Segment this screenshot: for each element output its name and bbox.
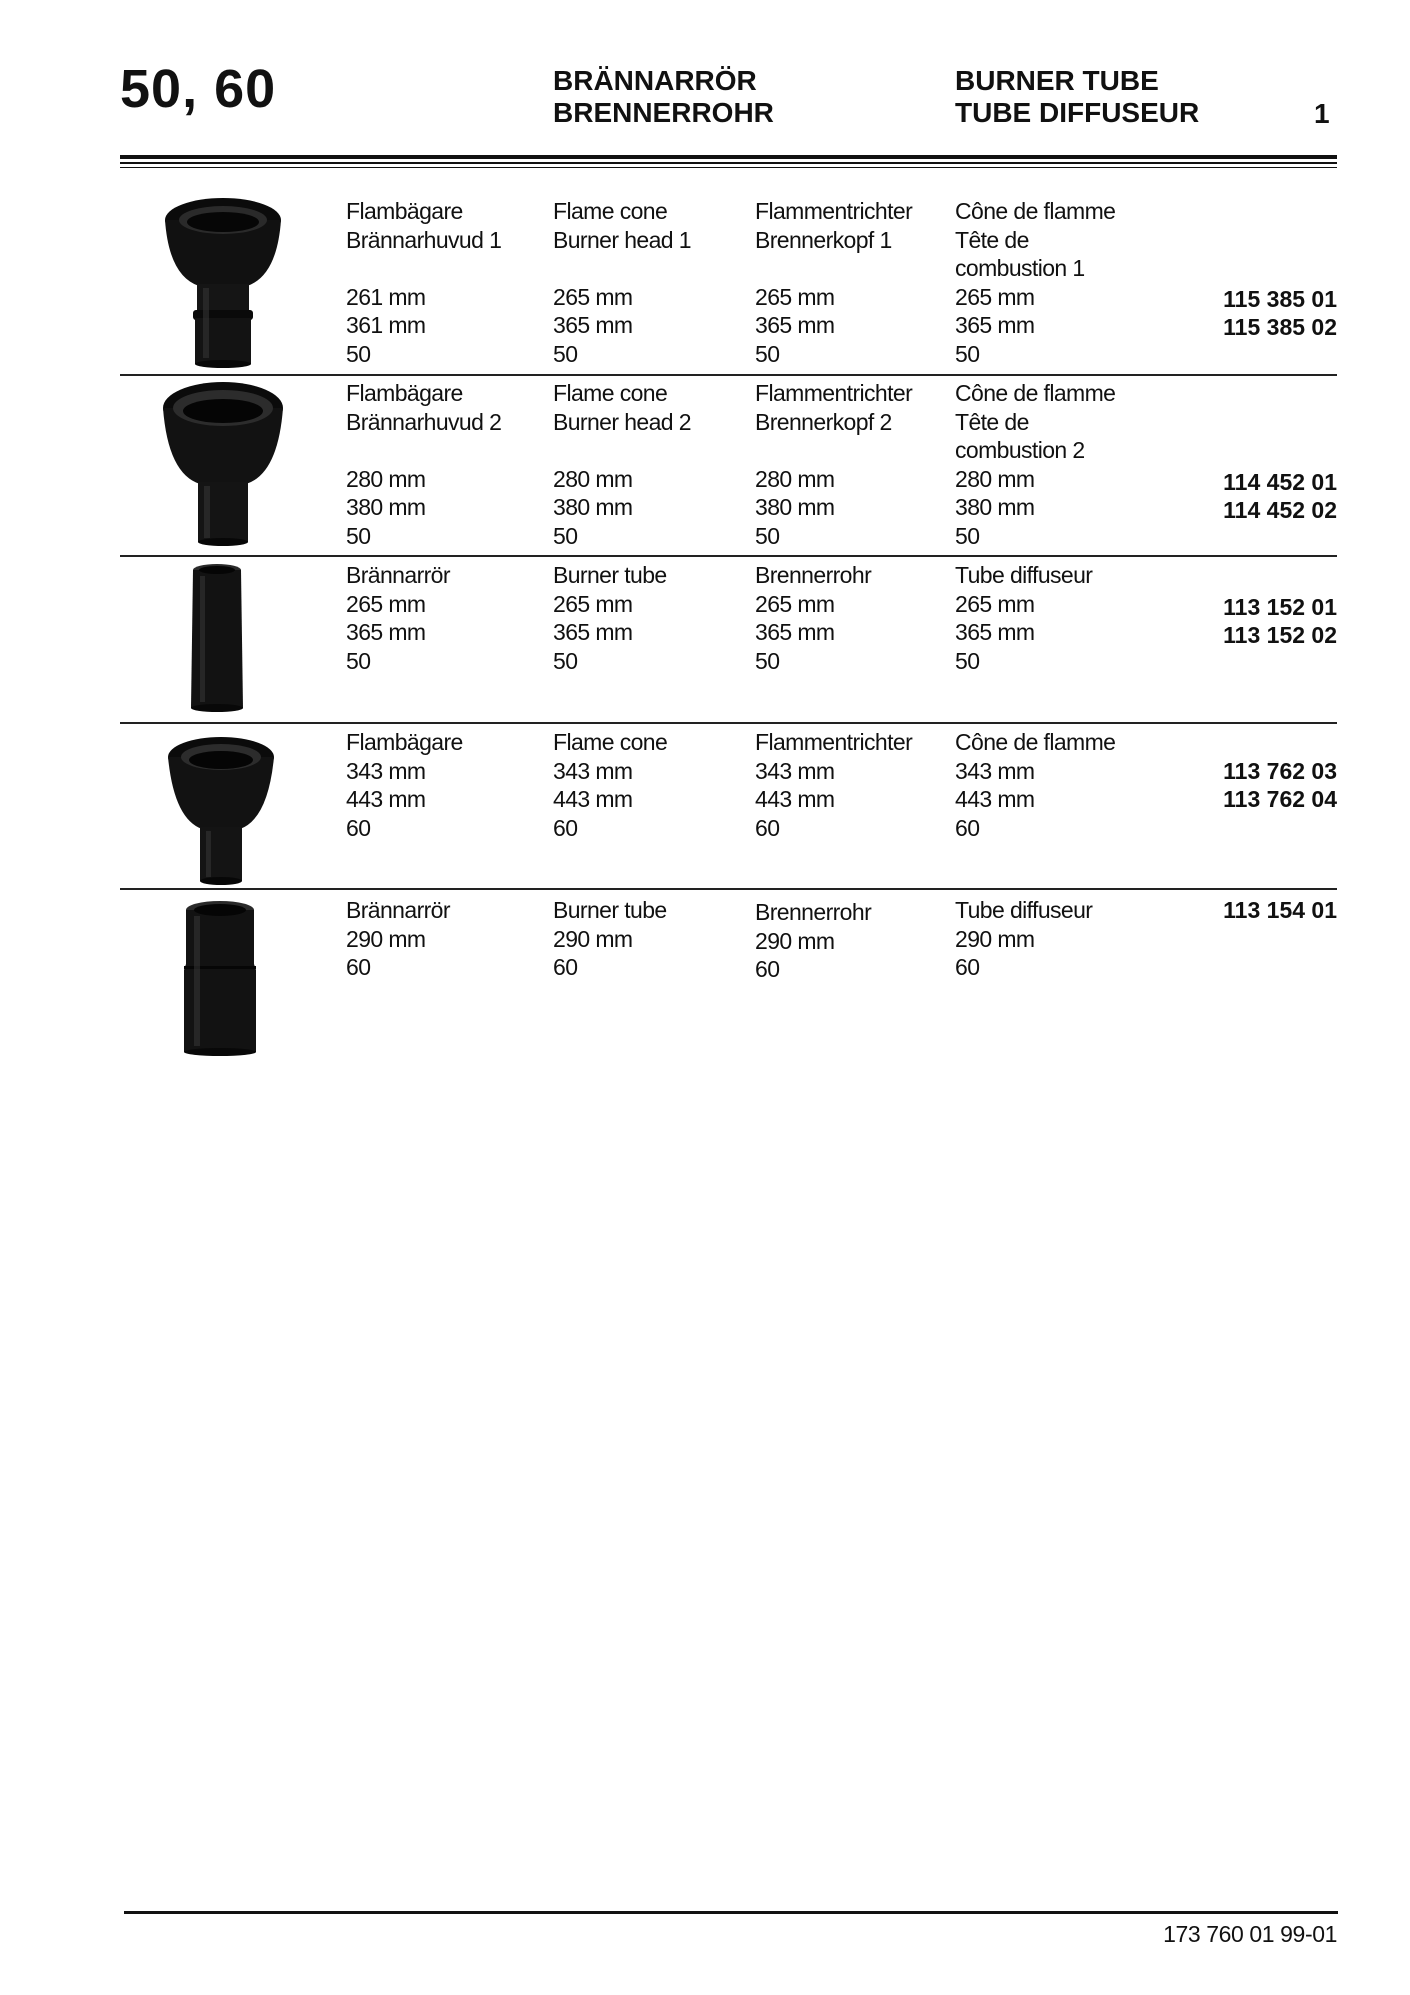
burner-tube-part-image — [180, 900, 260, 1061]
part-number-113-762-03: 113 762 03 — [1223, 758, 1337, 784]
document-number: 173 760 01 99-01 — [1163, 1921, 1337, 1947]
flame-cone-part-image — [166, 735, 276, 890]
header-rule-thick — [120, 155, 1337, 159]
part-2-text-german: Flammentrichter Brennerkopf 2 280 mm 380 mm 50 — [755, 380, 913, 549]
burner-tube-part-image — [186, 562, 248, 717]
flame-cone-part-image — [163, 198, 283, 373]
footer-rule — [124, 1911, 1338, 1914]
title-german: BRENNERROHR — [553, 97, 774, 128]
title-swedish: BRÄNNARRÖR — [553, 65, 757, 96]
part-number-115-385-01: 115 385 01 — [1223, 286, 1337, 312]
part-3-text-german: Brennerrohr 265 mm 365 mm 50 — [755, 562, 872, 674]
part-2-text-english: Flame cone Burner head 2 280 mm 380 mm 50 — [553, 380, 691, 549]
part-1-text-english: Flame cone Burner head 1 265 mm 365 mm 50 — [553, 198, 691, 367]
part-number-113-154-01: 113 154 01 — [1223, 897, 1337, 923]
part-1-text-french: Cône de flamme Tête de combustion 1 265 mm 365 mm 50 — [955, 198, 1116, 367]
part-2-text-french: Cône de flamme Tête de combustion 2 280 mm 380 mm 50 — [955, 380, 1116, 549]
header-rule-thin — [120, 167, 1337, 168]
title-french: TUBE DIFFUSEUR — [955, 97, 1200, 128]
model-number: 50, 60 — [120, 59, 277, 119]
part-number-113-152-01: 113 152 01 — [1223, 594, 1337, 620]
title-english: BURNER TUBE — [955, 65, 1159, 96]
part-4-text-german: Flammentrichter 343 mm 443 mm 60 — [755, 729, 913, 841]
part-5-text-swedish: Brännarrör 290 mm 60 — [346, 897, 450, 980]
flame-cone-part-image — [160, 378, 286, 551]
row-divider — [120, 722, 1337, 724]
part-5-text-english: Burner tube 290 mm 60 — [553, 897, 667, 980]
part-5-text-french: Tube diffuseur 290 mm 60 — [955, 897, 1093, 980]
part-3-text-french: Tube diffuseur 265 mm 365 mm 50 — [955, 562, 1093, 674]
part-1-text-swedish: Flambägare Brännarhuvud 1 261 mm 361 mm 50 — [346, 198, 502, 367]
part-4-text-swedish: Flambägare 343 mm 443 mm 60 — [346, 729, 463, 841]
part-5-text-german: Brennerrohr 290 mm 60 — [755, 899, 872, 982]
header-rule-mid — [120, 162, 1337, 164]
page-number: 1 — [1314, 98, 1330, 129]
part-number-113-152-02: 113 152 02 — [1223, 622, 1337, 648]
part-number-114-452-01: 114 452 01 — [1223, 469, 1337, 495]
part-number-113-762-04: 113 762 04 — [1223, 786, 1337, 812]
row-divider — [120, 888, 1337, 890]
part-2-text-swedish: Flambägare Brännarhuvud 2 280 mm 380 mm 50 — [346, 380, 502, 549]
row-divider — [120, 374, 1337, 376]
part-4-text-french: Cône de flamme 343 mm 443 mm 60 — [955, 729, 1116, 841]
part-4-text-english: Flame cone 343 mm 443 mm 60 — [553, 729, 668, 841]
part-number-115-385-02: 115 385 02 — [1223, 314, 1337, 340]
row-divider — [120, 555, 1337, 557]
part-number-114-452-02: 114 452 02 — [1223, 497, 1337, 523]
part-3-text-english: Burner tube 265 mm 365 mm 50 — [553, 562, 667, 674]
part-1-text-german: Flammentrichter Brennerkopf 1 265 mm 365 mm 50 — [755, 198, 913, 367]
part-3-text-swedish: Brännarrör 265 mm 365 mm 50 — [346, 562, 450, 674]
